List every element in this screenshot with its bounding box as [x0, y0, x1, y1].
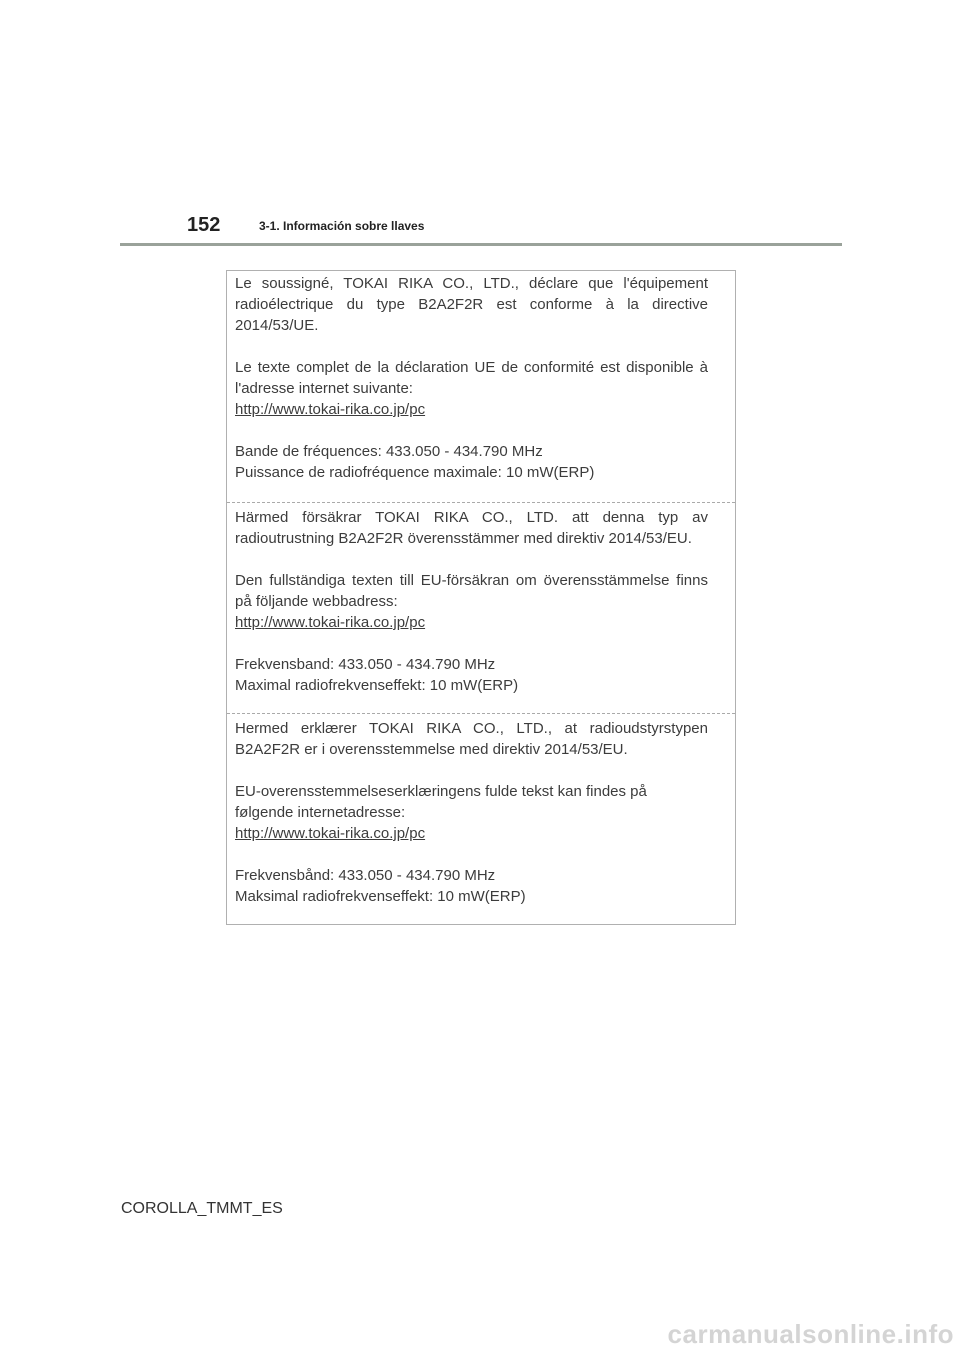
document-code: COROLLA_TMMT_ES	[121, 1200, 283, 1217]
spacer	[235, 633, 708, 654]
max-power: Puissance de radiofréquence maximale: 10 mW(ERP)	[235, 464, 595, 481]
declaration-section-danish	[227, 713, 735, 925]
section-title: 3-1. Información sobre llaves	[259, 219, 425, 233]
max-power: Maximal radiofrekvenseffekt: 10 mW(ERP)	[235, 677, 519, 694]
frequency-band: Bande de fréquences: 433.050 - 434.790 MHz	[235, 443, 543, 460]
watermark: carmanualsonline.info	[667, 1319, 954, 1349]
spacer	[235, 549, 708, 570]
statement-line: 2014/53/UE.	[235, 317, 319, 334]
fulltext-line: følgende internetadresse:	[235, 804, 406, 821]
declaration-box	[226, 270, 736, 925]
spacer	[235, 336, 708, 357]
frequency-band: Frekvensbånd: 433.050 - 434.790 MHz	[235, 867, 496, 884]
declaration-section-swedish	[227, 502, 735, 713]
header-rule	[120, 243, 842, 246]
fulltext-line: l'adresse internet suivante:	[235, 380, 413, 397]
spacer	[235, 420, 708, 441]
statement-line: B2A2F2R er i overensstemmelse med direktiv 2014/53/EU.	[235, 741, 628, 758]
statement-line: radioutrustning B2A2F2R överensstämmer med direktiv 2014/53/EU.	[235, 530, 692, 547]
fulltext-line: EU-overensstemmelseserklæringens fulde tekst kan findes på	[235, 783, 647, 800]
statement-line: Hermed erklærer TOKAI RIKA CO., LTD., at radioudstyrstypen	[235, 720, 708, 737]
statement-line: Härmed försäkrar TOKAI RIKA CO., LTD. att denna typ av	[235, 509, 708, 526]
declaration-url-link[interactable]: http://www.tokai-rika.co.jp/pc	[235, 401, 426, 418]
max-power: Maksimal radiofrekvenseffekt: 10 mW(ERP)	[235, 888, 526, 905]
fulltext-line: Le texte complet de la déclaration UE de conformité est disponible à	[235, 359, 708, 376]
statement-line: Le soussigné, TOKAI RIKA CO., LTD., déclare que l'équipement	[235, 275, 708, 292]
declaration-url-link[interactable]: http://www.tokai-rika.co.jp/pc	[235, 825, 426, 842]
statement-line: radioélectrique du type B2A2F2R est conforme à la directive	[235, 296, 708, 313]
declaration-url-link[interactable]: http://www.tokai-rika.co.jp/pc	[235, 614, 426, 631]
spacer	[235, 844, 708, 865]
declaration-section-french	[227, 271, 735, 502]
page-number: 152	[187, 214, 221, 236]
spacer	[235, 760, 708, 781]
frequency-band: Frekvensband: 433.050 - 434.790 MHz	[235, 656, 496, 673]
fulltext-line: på följande webbadress:	[235, 593, 398, 610]
fulltext-line: Den fullständiga texten till EU-försäkran om överensstämmelse finns	[235, 572, 708, 589]
